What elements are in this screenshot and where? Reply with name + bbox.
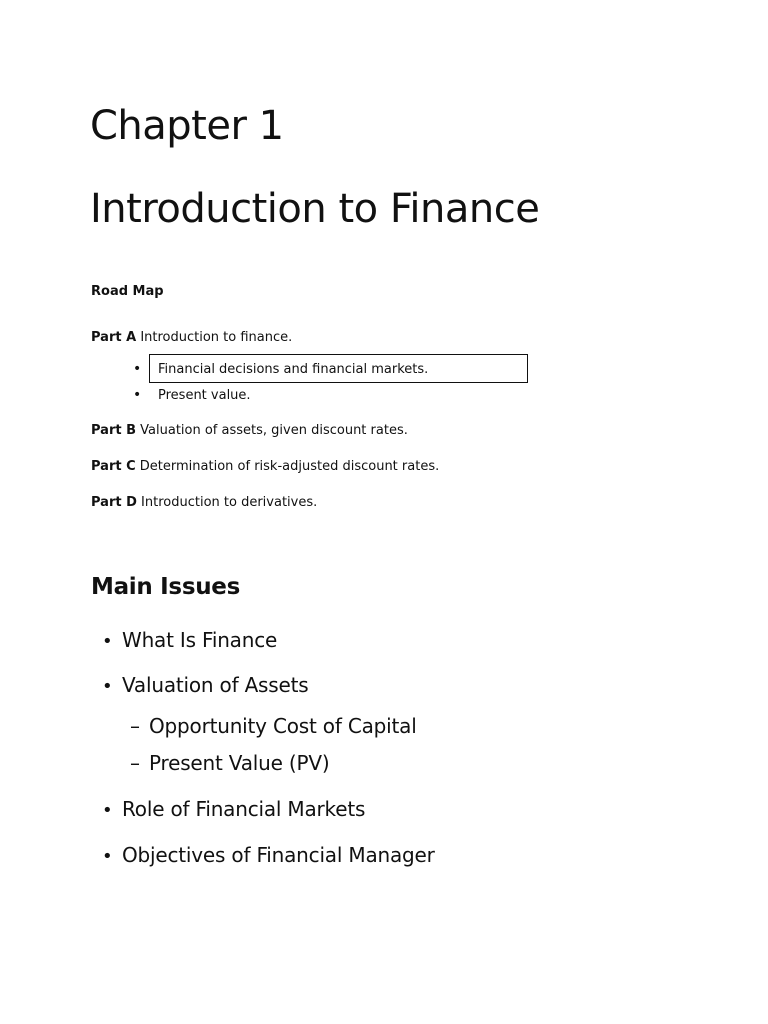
- issue-text: Valuation of Assets: [122, 673, 309, 697]
- sub-issue-item: [130, 712, 417, 740]
- roadmap-part-a: [91, 329, 292, 347]
- bullet-icon: •: [102, 631, 113, 652]
- issue-item: [102, 626, 277, 656]
- part-a-item: [133, 360, 428, 379]
- bullet-icon: •: [133, 387, 142, 403]
- part-label: Part A: [91, 330, 137, 345]
- roadmap-heading: Road Map: [91, 284, 164, 299]
- main-issues-heading: Main Issues: [91, 574, 240, 600]
- sub-issue-text: Opportunity Cost of Capital: [149, 714, 417, 738]
- part-text: Introduction to derivatives.: [141, 495, 318, 510]
- roadmap-part-d: [91, 494, 317, 512]
- issue-item: [102, 671, 308, 701]
- bullet-icon: •: [133, 361, 142, 377]
- sub-issue-text: Present Value (PV): [149, 751, 330, 775]
- part-label: Part B: [91, 423, 137, 438]
- issue-item: [102, 795, 365, 825]
- issue-text: What Is Finance: [122, 628, 278, 652]
- part-a-item-text: Financial decisions and financial markets.: [158, 362, 429, 377]
- chapter-title: Introduction to Finance: [90, 186, 540, 232]
- part-label: Part D: [91, 495, 137, 510]
- part-text: Determination of risk-adjusted discount rates.: [139, 459, 440, 474]
- roadmap-part-c: [91, 458, 439, 476]
- roadmap-part-b: [91, 422, 408, 440]
- issue-text: Objectives of Financial Manager: [122, 843, 435, 867]
- part-label: Part C: [91, 459, 136, 474]
- bullet-icon: •: [102, 846, 113, 867]
- chapter-label: Chapter 1: [90, 103, 284, 149]
- issue-text: Role of Financial Markets: [122, 797, 366, 821]
- part-a-item: [133, 386, 251, 405]
- part-a-item-text: Present value.: [158, 388, 251, 403]
- bullet-icon: •: [102, 800, 113, 821]
- dash-icon: –: [130, 751, 140, 775]
- dash-icon: –: [130, 714, 140, 738]
- part-text: Valuation of assets, given discount rates.: [140, 423, 408, 438]
- issue-item: [102, 841, 435, 871]
- bullet-icon: •: [102, 676, 113, 697]
- part-text: Introduction to finance.: [140, 330, 293, 345]
- sub-issue-item: [130, 749, 329, 777]
